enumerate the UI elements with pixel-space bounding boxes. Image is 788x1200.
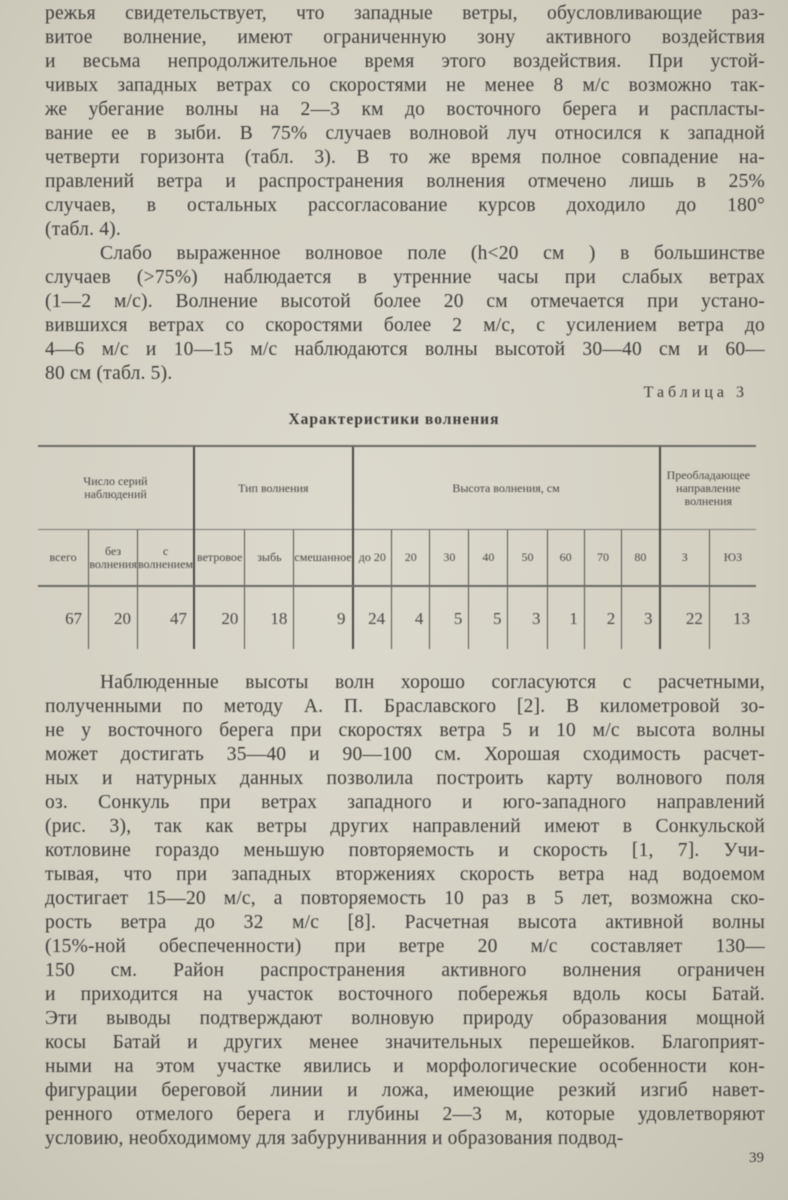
text-line: четверти горизонта (табл. 3). В то же время полное совпадение на- — [45, 147, 765, 168]
column-header: 40 — [469, 530, 508, 587]
text-line: ными на этом участке явились и морфологические особенности кон- — [45, 1056, 765, 1077]
text-line: случаев (>75%) наблюдается в утренние часы при слабых ветрах — [45, 267, 765, 288]
table-cell: 4 — [392, 586, 430, 649]
text-line: котловине гораздо меньшую повторяемость и скорость [1, 7]. Учи- — [45, 840, 765, 861]
text-line: чивых западных ветрах со скоростями не менее 8 м/с возможно так- — [45, 75, 765, 96]
wave-characteristics-table — [38, 445, 756, 649]
group-header: Число серий наблюдений — [38, 446, 194, 530]
text-line: не у восточного берега при скоростях ветра 5 и 10 м/с высота волны — [45, 720, 765, 741]
table-title: Характеристики волнения — [288, 411, 500, 428]
text-line: полученными по методу А. П. Браславского [2]. В километровой зо- — [45, 696, 765, 717]
text-line: (15%-ной обеспеченности) при ветре 20 м/с составляет 130— — [45, 936, 765, 957]
table-cell: 47 — [138, 586, 194, 649]
table-label: Таблица 3 — [643, 384, 748, 401]
column-header: 30 — [430, 530, 469, 587]
column-header: без волнения — [89, 530, 138, 587]
table-cell: 24 — [353, 586, 392, 649]
text-line: и приходится на участок восточного побережья вдоль косы Батай. — [45, 984, 765, 1005]
column-header: до 20 — [353, 530, 392, 587]
column-header: 20 — [392, 530, 430, 587]
column-header: ветровое — [194, 530, 245, 587]
column-header: смешанное — [294, 530, 353, 587]
table-cell: 5 — [430, 586, 469, 649]
text-line: оз. Сонкуль при ветрах западного и юго-западного направлений — [45, 792, 765, 813]
column-header: 70 — [584, 530, 621, 587]
table-cell: 67 — [65, 608, 83, 628]
text-line: достигает 15—20 м/с, а повторяемость 10 раз в 5 лет, возможна ско- — [45, 888, 765, 909]
text-line: Наблюденные высоты волн хорошо согласуются с расчетными, — [100, 672, 765, 693]
text-line: 150 см. Район распространения активного волнения ограничен — [45, 960, 765, 981]
text-line: вание ее в зыби. В 75% случаев волновой луч относился к западной — [45, 123, 765, 144]
text-line: же убегание волны на 2—3 км до восточного берега и распласты- — [45, 99, 765, 120]
table-cell: 18 — [245, 586, 294, 649]
text-line: правлений ветра и распространения волнения отмечено лишь в 25% — [45, 171, 765, 192]
text-line: (1—2 м/с). Волнение высотой более 20 см отмечается при устано- — [45, 291, 765, 312]
text-line: условию, необходимому для забуруниванния и образования подвод- — [45, 1128, 624, 1149]
column-header: с волнением — [138, 530, 194, 587]
table-cell: 3 — [622, 586, 660, 649]
text-line: вившихся ветрах со скоростями более 2 м/с, с усилением ветра до — [45, 315, 765, 336]
column-header: ЮЗ — [709, 530, 756, 587]
table-cell: 20 — [194, 586, 245, 649]
table-cell: 9 — [294, 586, 353, 649]
text-line: Эти выводы подтверждают волновую природу образования мощной — [45, 1008, 765, 1029]
group-header: Преобладающее направление волнения — [660, 446, 756, 530]
text-line: 80 см (табл. 5). — [45, 363, 173, 384]
text-line: рость ветра до 32 м/с [8]. Расчетная высота активной волны — [45, 912, 765, 933]
text-line: косы Батай и других менее значительных перешейков. Благоприят- — [45, 1032, 765, 1053]
column-header: зыбь — [245, 530, 294, 587]
table-cell: 3 — [508, 586, 547, 649]
group-header: Высота волнения, см — [353, 446, 660, 530]
table-cell: 20 — [89, 586, 138, 649]
text-line: ренного отмелого берега и глубины 2—3 м, которые удовлетворяют — [45, 1104, 765, 1125]
text-line: может достигать 35—40 и 90—100 см. Хорошая сходимость расчет- — [45, 744, 765, 765]
text-line: случаев, в остальных рассогласование курсов доходило до 180° — [45, 195, 765, 216]
column-header: 50 — [508, 530, 547, 587]
text-line: (рис. 3), так как ветры других направлений имеют в Сонкульской — [45, 816, 765, 837]
table-cell: 22 — [660, 586, 710, 649]
text-line: Слабо выраженное волновое поле (h<20 см ) в большинстве — [100, 243, 765, 264]
text-line: режья свидетельствует, что западные ветры, обусловливающие раз- — [45, 3, 765, 24]
column-header: 80 — [622, 530, 660, 587]
column-header: З — [660, 530, 710, 587]
table-cell: 5 — [469, 586, 508, 649]
column-header: всего — [38, 530, 89, 587]
text-line: витое волнение, имеют ограниченную зону активного воздействия — [45, 27, 765, 48]
text-line: и весьма непродолжительное время этого воздействия. При устой- — [45, 51, 765, 72]
table-cell: 2 — [584, 586, 621, 649]
text-line: ных и натурных данных позволила построить карту волнового поля — [45, 768, 765, 789]
text-line: фигурации береговой линии и ложа, имеющие резкий изгиб навет- — [45, 1080, 765, 1101]
table-cell: 13 — [709, 586, 756, 649]
table-cell: 1 — [547, 586, 584, 649]
text-line: тывая, что при западных вторжениях скорость ветра над водоемом — [45, 864, 765, 885]
group-header: Тип волнения — [194, 446, 353, 530]
text-line: (табл. 4). — [45, 219, 121, 240]
text-line: 4—6 м/с и 10—15 м/с наблюдаются волны высотой 30—40 см и 60— — [45, 339, 765, 360]
column-header: 60 — [547, 530, 584, 587]
page-number: 39 — [749, 1150, 764, 1166]
